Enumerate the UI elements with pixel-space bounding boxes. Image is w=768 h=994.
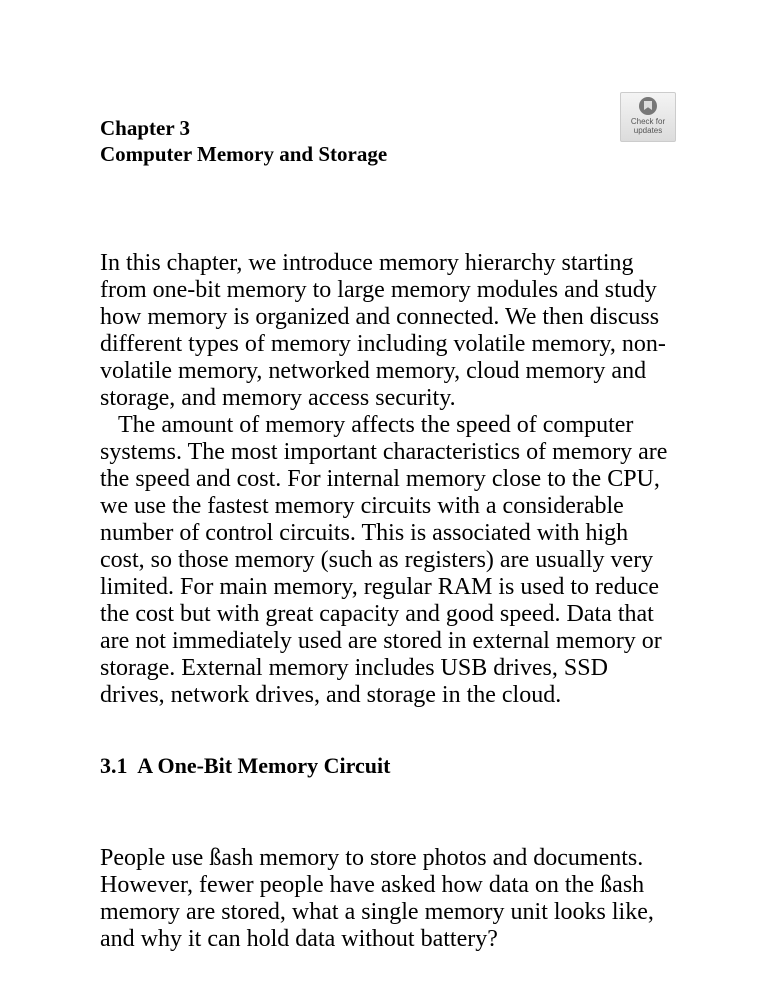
paragraph-2 xyxy=(100,412,667,709)
text-line: the speed and cost. For internal memory close to the CPU, xyxy=(100,466,660,492)
chapter-number: Chapter 3 xyxy=(100,116,191,140)
text-line: cost, so those memory (such as registers) are usually very xyxy=(100,547,654,573)
text-line: from one-bit memory to large memory modules and study xyxy=(100,277,657,303)
text-line: systems. The most important characteristics of memory are xyxy=(100,439,668,465)
text-line: number of control circuits. This is associated with high xyxy=(100,520,629,546)
text-line: memory are stored, what a single memory unit looks like, xyxy=(100,899,654,925)
text-line: we use the fastest memory circuits with a considerable xyxy=(100,493,624,519)
text-line: storage, and memory access security. xyxy=(100,385,456,411)
text-line: the cost but with great capacity and good speed. Data that xyxy=(100,601,654,627)
text-line: limited. For main memory, regular RAM is used to reduce xyxy=(100,574,659,600)
text-line: volatile memory, networked memory, cloud memory and xyxy=(100,358,647,384)
text-line: and why it can hold data without battery? xyxy=(100,926,498,952)
text-line: storage. External memory includes USB drives, SSD xyxy=(100,655,608,681)
section-heading: 3.1 A One-Bit Memory Circuit xyxy=(100,753,391,778)
chapter-title: Computer Memory and Storage xyxy=(100,142,388,166)
text-line: are not immediately used are stored in external memory or xyxy=(100,628,662,654)
bookmark-icon xyxy=(639,97,657,115)
paragraph-3 xyxy=(100,845,654,953)
intro-paragraph xyxy=(100,250,666,412)
text-line: In this chapter, we introduce memory hierarchy starting xyxy=(100,250,634,276)
text-line: drives, network drives, and storage in the cloud. xyxy=(100,682,562,708)
text-line: different types of memory including volatile memory, non- xyxy=(100,331,666,357)
check-for-updates-badge[interactable] xyxy=(620,92,676,142)
text-line: how memory is organized and connected. We then discuss xyxy=(100,304,660,330)
text-line: People use ßash memory to store photos and documents. xyxy=(100,845,644,871)
text-line: The amount of memory affects the speed of computer xyxy=(118,412,634,438)
badge-label: Check for updates xyxy=(630,117,666,135)
text-line: However, fewer people have asked how data on the ßash xyxy=(100,872,645,898)
